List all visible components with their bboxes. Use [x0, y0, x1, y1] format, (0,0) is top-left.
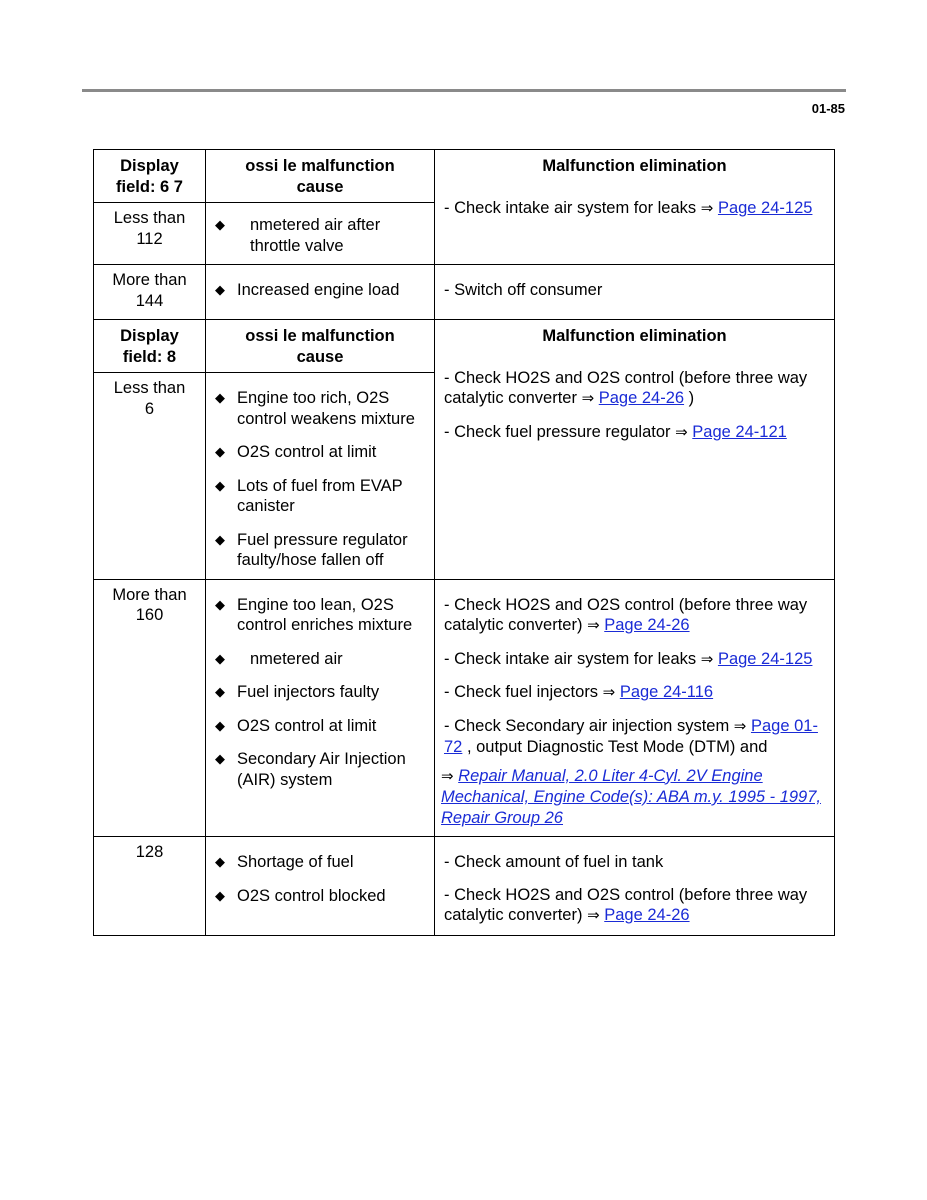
cause-item: ◆ O2S control blocked [215, 886, 386, 905]
remedy-line: - Check HO2S and O2S control (before three way catalytic converter) ⇒ Page 24-26 [444, 595, 808, 634]
diamond-bullet-icon: ◆ [215, 531, 225, 547]
page-link[interactable]: Page 24-121 [692, 422, 787, 441]
diamond-bullet-icon: ◆ [215, 684, 225, 699]
table-header-row [94, 150, 835, 203]
cause-header: ossi le malfunction cause [206, 320, 435, 373]
remedy-line: - Check HO2S and O2S control (before three way catalytic converter) ⇒ Page 24-26 [444, 885, 808, 924]
repair-manual-link-line: ⇒ Repair Manual, 2.0 Liter 4-Cyl. 2V Engine Mechanical, Engine Code(s): ABA m.y. 1995 - 1997, Repair Group 26 [441, 766, 821, 827]
cause-item: ◆ O2S control at limit [215, 443, 377, 461]
remedy-cell [435, 265, 835, 320]
diamond-bullet-icon: ◆ [215, 751, 225, 766]
diamond-bullet-icon: ◆ [215, 887, 225, 903]
display-value-cell: 128 [94, 837, 206, 936]
diamond-bullet-icon: ◆ [215, 650, 225, 666]
remedy-line: - Check HO2S and O2S control (before three way catalytic converter ⇒ Page 24-26 ) [444, 368, 808, 407]
cause-item: ◆ Engine too lean, O2S control enriches mixture [215, 595, 413, 634]
display-field-header: Display field: 8 [94, 320, 206, 373]
display-field-header: Display field: 6 7 [94, 150, 206, 203]
cause-item: ◆ Fuel pressure regulator faulty/hose fallen off [215, 530, 408, 569]
remedy-cell [435, 579, 835, 837]
display-value-cell: More than 160 [94, 579, 206, 837]
cause-cell [206, 265, 435, 320]
page-link[interactable]: Page 01-72 [444, 716, 818, 756]
diamond-bullet-icon: ◆ [215, 444, 225, 459]
table-header-row [94, 320, 835, 373]
page-link[interactable]: Page 24-26 [604, 616, 690, 634]
page-link[interactable]: Page 24-26 [604, 906, 690, 924]
cause-item: ◆ O2S control at limit [215, 716, 377, 735]
display-value-cell: Less than 6 [94, 373, 206, 580]
elimination-header: Malfunction elimination - Check HO2S and O2S control (before three way catalytic converter ⇒ Page 24-26 ) - Check fuel pressure regulator ⇒ Page 24-121 [435, 320, 835, 580]
malfunction-table [93, 149, 835, 936]
cause-item: ◆ nmetered air after throttle valve [215, 216, 381, 255]
cause-item: ◆ nmetered air [215, 649, 343, 668]
cause-cell [206, 373, 435, 580]
page-link[interactable]: Page 24-116 [619, 683, 714, 701]
cause-cell [206, 203, 435, 265]
remedy-line: - Switch off consumer [444, 281, 603, 299]
diamond-bullet-icon: ◆ [215, 217, 225, 232]
diamond-bullet-icon: ◆ [215, 717, 225, 733]
remedy-line: - Check intake air system for leaks ⇒ Page 24-125 [444, 649, 813, 668]
remedy-line: - Check fuel pressure regulator ⇒ Page 24-121 [444, 422, 787, 441]
cause-cell [206, 837, 435, 936]
remedy-cell [435, 837, 835, 936]
cause-item: ◆ Shortage of fuel [215, 853, 354, 871]
diamond-bullet-icon: ◆ [215, 477, 225, 493]
display-value-cell: Less than 112 [94, 203, 206, 265]
page-link[interactable]: Page 24-26 [598, 389, 685, 407]
page-link[interactable]: Page 24-125 [717, 198, 813, 217]
diamond-bullet-icon: ◆ [215, 282, 225, 297]
remedy-cell [435, 177, 834, 228]
cause-item: ◆ Secondary Air Injection (AIR) system [215, 750, 406, 789]
remedy-line: - Check intake air system for leaks ⇒ Page 24-125 [444, 198, 813, 217]
cause-cell [206, 579, 435, 837]
diamond-bullet-icon: ◆ [215, 854, 225, 869]
table-row [94, 837, 835, 936]
display-value-cell: More than 144 [94, 265, 206, 320]
top-rule [82, 89, 846, 92]
cause-item: ◆ Engine too rich, O2S control weakens mixture [215, 389, 415, 428]
diamond-bullet-icon: ◆ [215, 390, 225, 405]
repair-manual-link[interactable]: Repair Manual, 2.0 Liter 4-Cyl. 2V Engine Mechanical, Engine Code(s): ABA m.y. 1995 - 1997, Repair Group 26 [441, 766, 821, 827]
cause-item: ◆ Increased engine load [215, 281, 400, 299]
remedy-cell [435, 347, 834, 452]
remedy-line: - Check amount of fuel in tank [444, 853, 664, 871]
remedy-line: - Check Secondary air injection system ⇒ Page 01-72 , output Diagnostic Test Mode (DTM) and [444, 716, 818, 756]
remedy-line: - Check fuel injectors ⇒ Page 24-116 [444, 683, 714, 701]
cause-item: ◆ Lots of fuel from EVAP canister [215, 476, 403, 515]
table-row [94, 579, 835, 837]
table-row [94, 265, 835, 320]
cause-header: ossi le malfunction cause [206, 150, 435, 203]
cause-item: ◆ Fuel injectors faulty [215, 683, 380, 701]
page-link[interactable]: Page 24-125 [717, 649, 813, 668]
page-number: 01-85 [811, 101, 845, 116]
diamond-bullet-icon: ◆ [215, 596, 225, 612]
elimination-header: Malfunction elimination - Check intake air system for leaks ⇒ Page 24-125 [435, 150, 835, 265]
